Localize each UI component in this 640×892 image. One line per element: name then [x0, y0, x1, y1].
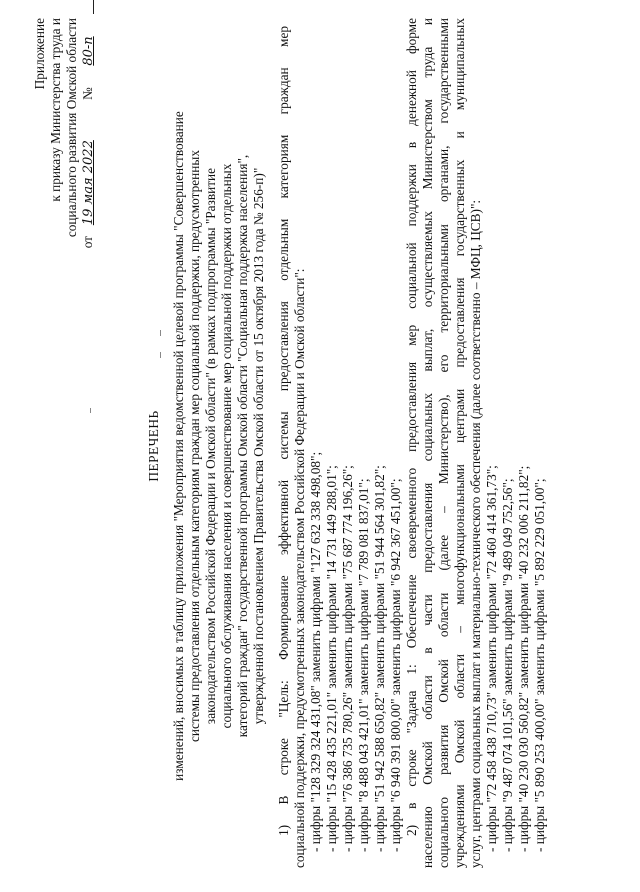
replacement-line: - цифры "9 487 074 101,56" заменить цифрами "9 489 049 752,56"; [500, 478, 515, 852]
appendix-date-line [80, 18, 97, 248]
replacement-line: - цифры "6 940 391 800,00" заменить цифрами "6 942 367 451,00"; [388, 478, 403, 852]
replacement-line: - цифры "8 488 043 421,01" заменить цифрами "7 789 081 837,01"; [356, 478, 371, 852]
subtitle-line: утвержденной постановлением Правительства Омской области от 15 октября 2013 года № 256-п)" [251, 167, 266, 725]
appendix-block [32, 18, 97, 248]
number-label: № [80, 87, 95, 101]
item-2-line: 2) в строке "Задача 1: Обеспечение своевременного предоставления мер социальной поддержки в денежной форме [404, 18, 419, 836]
handwritten-number: 80-п [81, 36, 96, 66]
appendix-line-1: Приложение [32, 18, 47, 90]
from-label: от [80, 236, 95, 249]
replacement-line: - цифры "40 230 030 560,82" заменить цифрами "40 232 006 211,82"; [516, 465, 531, 852]
item-1-block [276, 18, 404, 868]
page-title: ПЕРЕЧЕНЬ [146, 410, 161, 482]
replacement-line: - цифры "5 890 253 400,00" заменить цифрами "5 892 229 051,00"; [532, 478, 547, 852]
item-1-line: 1) В строке "Цель: Формирование эффективной системы предоставления отдельным категориям граждан мер [276, 26, 291, 836]
replacement-line: - цифры "51 942 588 650,82" заменить цифрами "51 944 564 301,82"; [372, 465, 387, 852]
appendix-line-3: социального развития Омской области [64, 18, 79, 238]
handwritten-date: 19 мая 2022 [81, 140, 96, 226]
subtitle-line: системы предоставления отдельным категориям граждан мер социальной поддержки, предусмотренных [187, 150, 202, 743]
item-1-line: социальной поддержки, предусмотренных законодательством Российской Федерации и Омской области": [292, 268, 307, 868]
subtitle-line: категорий граждан" государственной программы Омской области "Социальная поддержка населения", [235, 154, 250, 738]
replacement-line: - цифры "76 386 735 780,26" заменить цифрами "75 687 774 196,26"; [340, 465, 355, 852]
subtitle-block [171, 6, 267, 886]
replacement-line: - цифры "15 428 435 221,01" заменить цифрами "14 731 449 288,01"; [324, 465, 339, 852]
item-2-block [404, 18, 548, 868]
appendix-line-2: к приказу Министерства труда и [48, 18, 63, 202]
subtitle-line: изменений, вносимых в таблицу приложения "Мероприятия ведомственной целевой программы "Совершенствование [171, 111, 186, 781]
item-2-line: социального развития Омской области (далее – Министерство), его территориальными органами, государственными [436, 18, 451, 868]
document-page [0, 6, 640, 886]
item-2-line: населению Омской области в части предоставления социальных выплат, осуществляемых Министерством труда и [420, 18, 435, 868]
subtitle-line: законодательством Российской Федерации и Омской области" (в рамках подпрограммы "Развитие [203, 167, 218, 725]
replacement-line: - цифры "128 329 324 431,08" заменить цифрами "127 632 338 498,08"; [308, 451, 323, 852]
item-2-line: услуг, центрами социальных выплат и материально-технического обеспечения (далее соответственно – МФЦ, ЦСВ)": [468, 199, 483, 868]
replacement-line: - цифры "72 458 438 710,73" заменить цифрами "72 460 414 361,73"; [484, 465, 499, 852]
item-2-line: учреждениями Омской области – многофункциональными центрами предоставления государственных и муниципальных [452, 18, 467, 868]
subtitle-line: социального обслуживания населения и совершенствование мер социальной поддержки отдельных [219, 163, 234, 729]
